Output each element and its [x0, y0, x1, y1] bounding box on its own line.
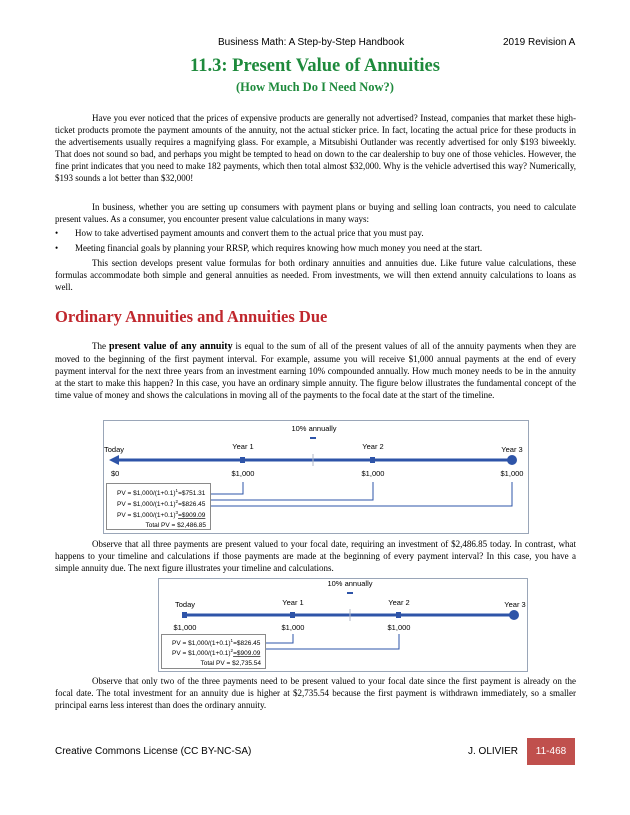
- timeline-point-label: Today: [174, 600, 196, 609]
- section-paragraph-1: [55, 340, 576, 401]
- timeline-point-label: Year 3: [501, 445, 523, 454]
- page-number-badge: 11-468: [527, 738, 575, 765]
- payment-tick: [290, 612, 295, 618]
- rate-marker: [310, 437, 316, 439]
- header-revision: 2019 Revision A: [503, 37, 576, 48]
- key-term: present value of any annuity: [108, 341, 233, 352]
- calculation-line: PV = $\$1,000/(1+0.1)^1=\$826.45$: [172, 638, 261, 647]
- timeline-point-label: Year 2: [362, 442, 384, 451]
- rate-label: 10% annually: [327, 579, 373, 588]
- calculation-line: PV = $\$1,000/(1+0.1)^2=\$909.09$: [172, 648, 261, 657]
- rate-marker: [347, 592, 353, 594]
- timeline-amount-label: $1,000: [173, 623, 197, 632]
- section-subtitle: (How Much Do I Need Now?): [236, 80, 394, 94]
- section-title: 11.3: Present Value of Annuities: [190, 56, 440, 76]
- total-present-value: Total PV = $2,486.85: [145, 522, 206, 529]
- bullet-text: Meeting financial goals by planning your RRSP, which requires knowing how much money you need at the start.: [75, 243, 483, 253]
- calculation-line: PV = $\$1,000/(1+0.1)^1=\$751.31$: [117, 488, 206, 497]
- total-present-value: Total PV = $2,735.54: [200, 660, 261, 667]
- bullet-icon: •: [55, 228, 59, 238]
- section-paragraph-3: Observe that only two of the three payments need to be present valued to your focal date since the first payment is already on the focal date. The total investment for an annuity due is higher at $2,735.54 because the first payment is withdrawn immediately, so a smaller principal earns less interest than does the ordinary annuity.: [55, 676, 576, 711]
- timeline-point-label: Year 1: [232, 442, 254, 451]
- annuity-due-timeline-figure: [158, 578, 528, 672]
- payment-tick: [182, 612, 187, 618]
- bullet-text: How to take advertised payment amounts and convert them to the actual price that you must pay.: [75, 228, 424, 238]
- endpoint-dot: [507, 455, 517, 465]
- bullet-icon: •: [55, 243, 59, 253]
- timeline-point-label: Year 2: [388, 598, 410, 607]
- timeline-amount-label: $1,000: [361, 469, 385, 478]
- intro-paragraph-2: In business, whether you are setting up consumers with payment plans or buying and selling loan contracts, you need to calculate present values. As a consumer, you encounter present value calculations in many ways:: [55, 202, 576, 225]
- lead-text: The: [92, 341, 106, 351]
- intro-paragraph-3: This section develops present value formulas for both ordinary annuities and annuities due. Like future value calculations, these formulas accommodate both simple and general annuities as needed. From investments, we will then extend annuity calculations to loans as well.: [55, 258, 576, 293]
- header-book-title: Business Math: A Step-by-Step Handbook: [218, 37, 405, 48]
- timeline-amount-label: $0: [111, 469, 120, 478]
- payment-tick: [240, 457, 245, 463]
- payment-tick: [396, 612, 401, 618]
- ordinary-annuity-timeline-figure: [103, 420, 529, 534]
- timeline-amount-label: $1,000: [281, 623, 305, 632]
- section-heading: Ordinary Annuities and Annuities Due: [55, 307, 328, 326]
- endpoint-dot: [509, 610, 519, 620]
- timeline-amount-label: $1,000: [387, 623, 411, 632]
- calculation-line: PV = $\$1,000/(1+0.1)^3=\$909.09$: [117, 510, 206, 519]
- footer-license: Creative Commons License (CC BY-NC-SA): [55, 746, 252, 757]
- timeline-amount-label: $1,000: [500, 469, 524, 478]
- timeline-point-label: Year 1: [282, 598, 304, 607]
- intro-paragraph-1: Have you ever noticed that the prices of expensive products are generally not advertised? Instead, companies that market these high-ticket products promote the payment amounts of the annuity, not the actual sticker price. In fact, locating the actual price for these products in the advertisements usually requires a magnifying glass. For example, a Mitsubishi Outlander was recently advertised for only $193 biweekly. That does not sound so bad, and perhaps you might be tempted to head on down to the car dealership to buy one of those vehicles. However, the fine print indicates that you need to make 182 payments, which then total almost $32,000. Why is the vehicle advertised this way? Numerically, $193 sounds a lot better than $32,000!: [55, 113, 576, 184]
- timeline-point-label: Year 3: [504, 600, 526, 609]
- footer-author: J. OLIVIER: [468, 746, 519, 757]
- payment-tick: [370, 457, 375, 463]
- paragraph-text: is equal to the sum of all of the present values of all of the annuity payments when they are moved to the beginning of the first payment interval. For example, assume you will receive $1,000 annual payments at the end of every payment interval for the next three years from an investment earning 10% compounded annually. How much money needs to be in the annuity at the start to make this happen? In this case, you have an ordinary simple annuity. The figure below illustrates the fundamental concept of the time value of money and shows the calculations in moving all of the payments to the focal date at the start of the timeline.: [55, 341, 577, 401]
- rate-label: 10% annually: [291, 424, 337, 433]
- calculation-line: PV = $\$1,000/(1+0.1)^2=\$826.45$: [117, 499, 206, 508]
- timeline-point-label: Today: [104, 445, 125, 454]
- timeline-amount-label: $1,000: [231, 469, 255, 478]
- section-paragraph-2: Observe that all three payments are present valued to your focal date, requiring an investment of $2,486.85 today. In contrast, what happens to your timeline and calculations if those payments are made at the beginning of every payment interval? In this case, you have a simple annuity due. The next figure illustrates your timeline and calculations.: [55, 539, 576, 574]
